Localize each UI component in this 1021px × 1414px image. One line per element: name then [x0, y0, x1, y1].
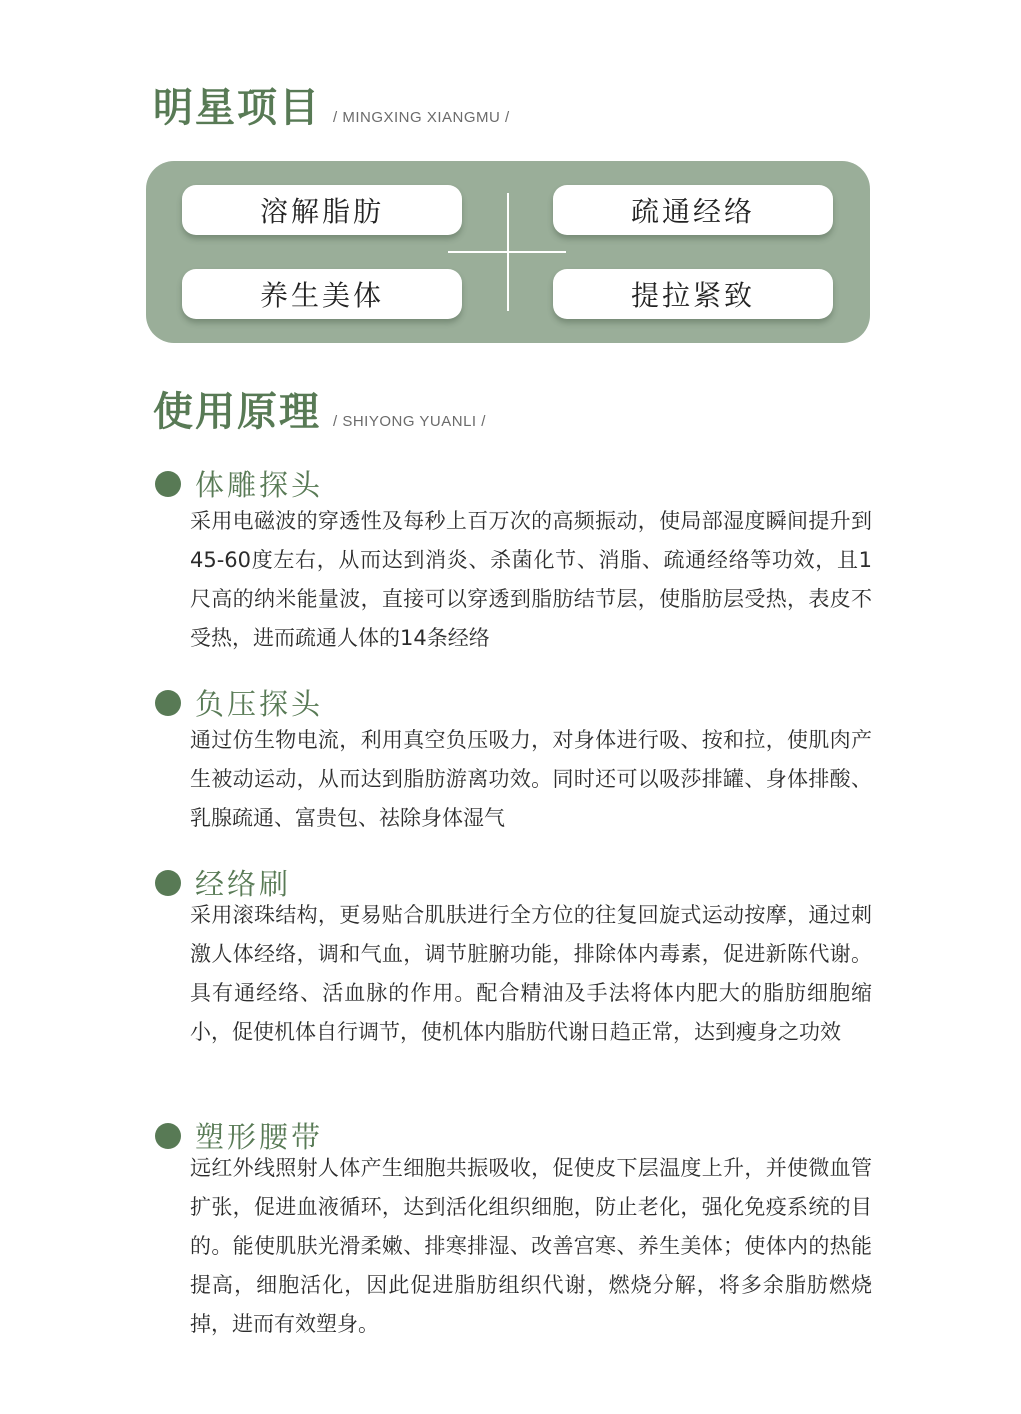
tag-lift-firm: 提拉紧致	[553, 269, 833, 319]
section-title-principle-en: / SHIYONG YUANLI /	[333, 413, 486, 430]
principle-item-title: 负压探头	[195, 687, 324, 721]
bullet-dot-icon	[155, 870, 181, 896]
section-title-principle-zh: 使用原理	[153, 388, 321, 435]
principle-item-body: 远红外线照射人体产生细胞共振吸收，促使皮下层温度上升，并使微血管扩张，促进血液循环，达到活化组织细胞，防止老化，强化免疫系统的目的。能使肌肤光滑柔嫩、排寒排湿、改善宫寒、养生美体；使体内的热能提高，细胞活化，因此促进脂肪组织代谢，燃烧分解，将多余脂肪燃烧掉，进而有效塑身。	[190, 1156, 872, 1336]
tag-dissolve-fat: 溶解脂肪	[182, 185, 462, 235]
tag-unblock-meridians: 疏通经络	[553, 185, 833, 235]
section-title-featured-en: / MINGXING XIANGMU /	[333, 109, 510, 126]
principle-item-body: 通过仿生物电流，利用真空负压吸力，对身体进行吸、按和拉，使肌肉产生被动运动，从而达到脂肪游离功效。同时还可以吸莎排罐、身体排酸、乳腺疏通、富贵包、祛除身体湿气	[190, 728, 872, 830]
featured-tags-panel	[146, 161, 870, 343]
section-title-featured-zh: 明星项目	[153, 84, 321, 131]
principle-item-title: 经络刷	[195, 867, 292, 901]
principle-item-heading	[155, 463, 323, 504]
section-title-principle	[153, 388, 486, 435]
bullet-dot-icon	[155, 1123, 181, 1149]
principle-item-body: 采用滚珠结构，更易贴合肌肤进行全方位的往复回旋式运动按摩，通过刺激人体经络，调和气血，调节脏腑功能，排除体内毒素，促进新陈代谢。具有通经络、活血脉的作用。配合精油及手法将体内肥大的脂肪细胞缩小，促使机体自行调节，使机体内脂肪代谢日趋正常，达到瘦身之功效	[190, 903, 872, 1044]
section-title-featured	[153, 84, 510, 131]
cross-divider-horizontal	[448, 251, 566, 253]
principle-item-body: 采用电磁波的穿透性及每秒上百万次的高频振动，使局部湿度瞬间提升到45-60度左右，从而达到消炎、杀菌化节、消脂、疏通经络等功效，且1尺高的纳米能量波，直接可以穿透到脂肪结节层，使脂肪层受热，表皮不受热，进而疏通人体的14条经络	[190, 509, 872, 650]
bullet-dot-icon	[155, 690, 181, 716]
tag-body-wellness: 养生美体	[182, 269, 462, 319]
principle-item-heading	[155, 682, 323, 723]
principle-item-title: 塑形腰带	[195, 1120, 324, 1154]
bullet-dot-icon	[155, 471, 181, 497]
principle-item-title: 体雕探头	[195, 468, 324, 502]
